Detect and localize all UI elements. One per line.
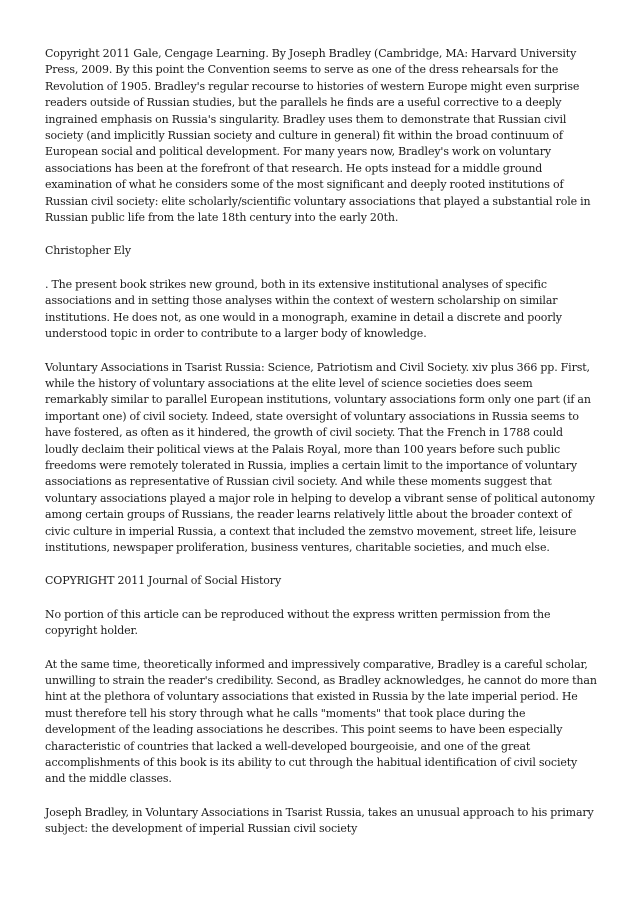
- paragraph-unusual-approach: Joseph Bradley, in Voluntary Associations in Tsarist Russia, takes an unusual approach to his primary subject: the development of imperial Russian civil society: [45, 805, 594, 836]
- paragraph-author: Christopher Ely: [45, 244, 132, 258]
- paragraph-copyright-gale: Copyright 2011 Gale, Cengage Learning. By Joseph Bradley (Cambridge, MA: Harvard University Press, 2009. By this point the Convention seems to serve as one of the dress rehearsals for the Revolution of 1905. Bradley's regular recourse to histories of western Europe might even surprise readers outside of Russian studies, but the parallels he finds are a useful corrective to a deeply ingrained emphasis on Russia's singularity. Bradley uses them to demonstrate that Russian civil society (and implicitly Russian society and culture in general) fit within the broad continuum of European social and political development. For many years now, Bradley's work on voluntary associations has been at the forefront of that research. He opts instead for a middle ground examination of what he considers some of the most significant and deeply rooted institutions of Russian civil society: elite scholarly/scientific voluntary associations that played a substantial role in Russian public life from the late 18th century into the early 20th.: [45, 47, 591, 225]
- paragraph-careful-scholar: At the same time, theoretically informed and impressively comparative, Bradley is a careful scholar, unwilling to strain the reader's credibility. Second, as Bradley acknowledges, he cannot do more than hint at the plethora of voluntary associations that existed in Russia by the late imperial period. He must therefore tell his story through what he calls "moments" that took place during the development of the leading associations he describes. This point seems to have been especially characteristic of countries that lacked a well-developed bourgeoisie, and one of the great accomplishments of this book is its ability to cut through the habitual identification of civil society and the middle classes.: [45, 657, 597, 786]
- paragraph-copyright-journal: COPYRIGHT 2011 Journal of Social History: [45, 574, 282, 588]
- paragraph-permission-notice: No portion of this article can be reproduced without the express written permission from the copyright holder.: [45, 607, 551, 638]
- paragraph-new-ground: . The present book strikes new ground, both in its extensive institutional analyses of specific associations and in setting those analyses within the context of western scholarship on similar institutions. He does not, as one would in a monograph, examine in detail a discrete and poorly understood topic in order to contribute to a larger body of knowledge.: [45, 277, 562, 341]
- document-page: [45, 46, 597, 855]
- paragraph-voluntary-associations: Voluntary Associations in Tsarist Russia: Science, Patriotism and Civil Society. xiv plus 366 pp. First, while the history of voluntary associations at the elite level of science societies does seem remarkably similar to parallel European institutions, voluntary associations form only one part (if an important one) of civil society. Indeed, state oversight of voluntary associations in Russia seems to have fostered, as often as it hindered, the growth of civil society. That the French in 1788 could loudly declaim their political views at the Palais Royal, more than 100 years before such public freedoms were remotely tolerated in Russia, implies a certain limit to the importance of voluntary associations as representative of Russian civil society. And while these moments suggest that voluntary associations played a major role in helping to develop a vibrant sense of political autonomy among certain groups of Russians, the reader learns relatively little about the broader context of civic culture in imperial Russia, a context that included the zemstvo movement, street life, leisure institutions, newspaper proliferation, business ventures, charitable societies, and much else.: [45, 360, 595, 554]
